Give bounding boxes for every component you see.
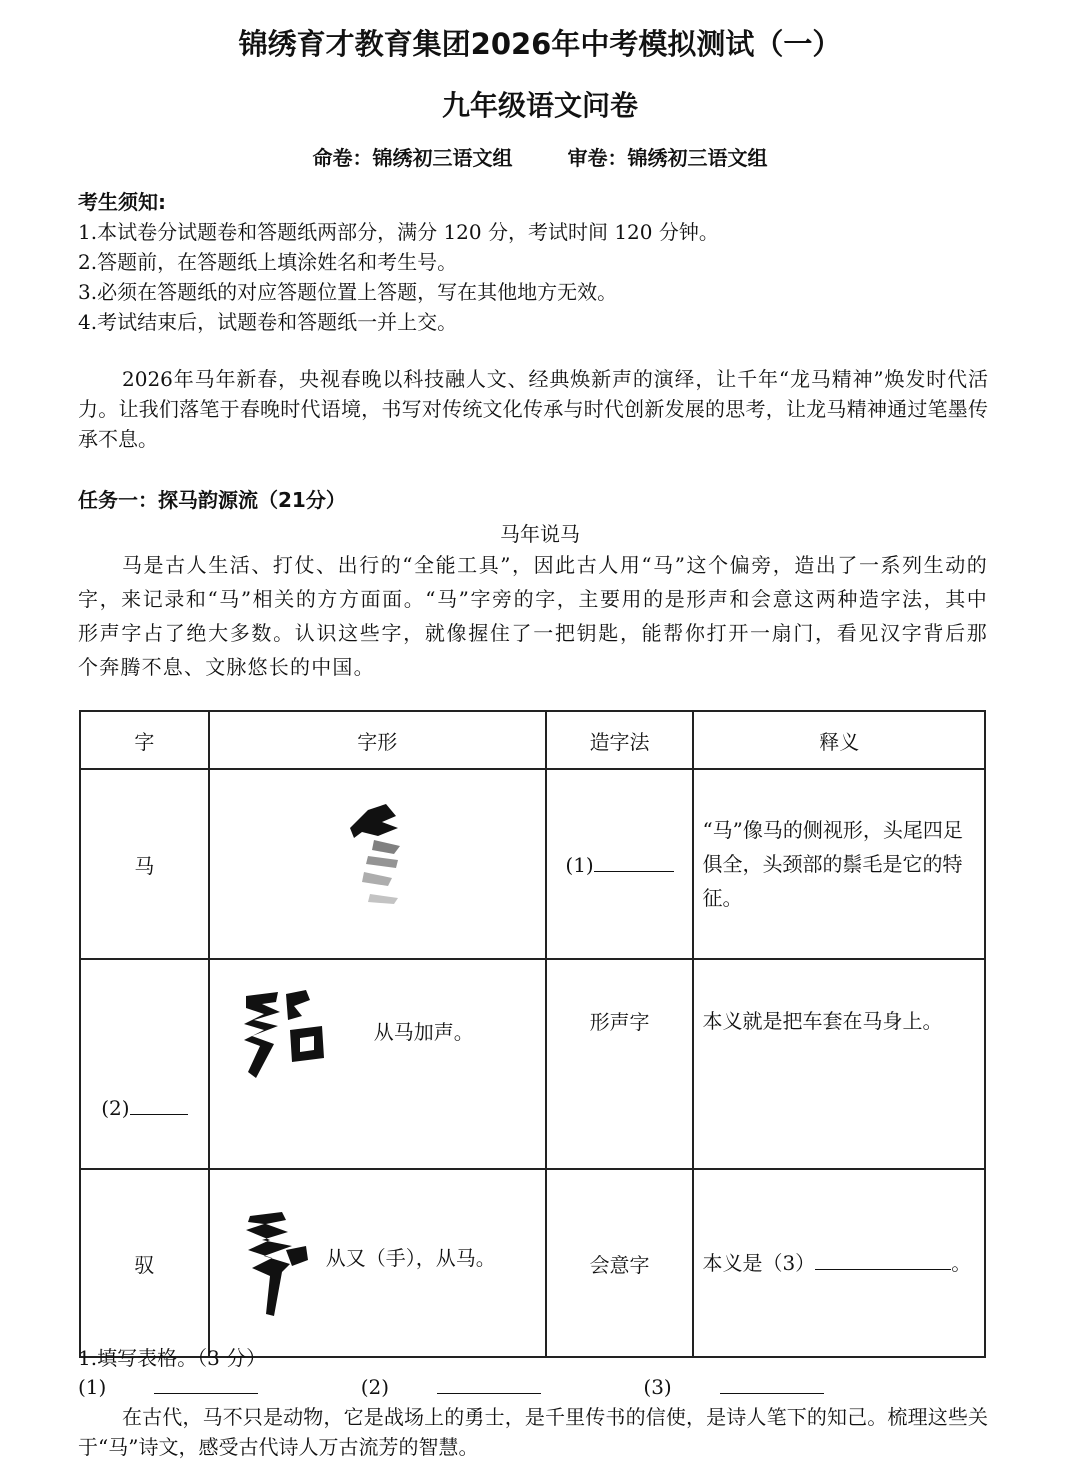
table-row [80,959,985,1169]
answer-input-1[interactable] [154,1373,258,1394]
table-row [80,769,985,959]
meaning-prefix: 本义是（3） [702,1251,816,1275]
question1-label: 1.填写表格。（3 分） [78,1346,267,1370]
header-cell: 造字法 [546,711,694,769]
answer-slot-3 [643,1375,871,1399]
meaning-cell [693,1169,985,1357]
slot-label: (1) [78,1375,107,1399]
slot-label: (2) [360,1375,390,1399]
header-cell: 字形 [209,711,546,769]
meaning-cell: 本义就是把车套在马身上。 [693,959,985,1169]
notice-list [78,217,719,337]
notice-title: 考生须知: [78,190,166,214]
notice-item: 3.必须在答题纸的对应答题位置上答题，写在其他地方无效。 [78,280,618,304]
char-cell [80,959,209,1169]
article-title: 马年说马 [500,522,580,546]
reviewer-label: 审卷：锦绣初三语文组 [567,146,768,170]
character-table [79,710,986,1358]
answer-slot-2 [361,1375,589,1399]
composer-label: 命卷：锦绣初三语文组 [312,146,513,170]
task1-title: 任务一：探马韵源流（21分） [78,488,346,512]
question1-answer-line [78,1373,920,1399]
method-cell: 形声字 [546,959,694,1169]
table-row [80,1169,985,1357]
ancient-ma-glyph-image [338,798,418,918]
answer-input-3[interactable] [720,1373,824,1394]
method-cell: 会意字 [546,1169,694,1357]
ancient-yu-glyph-image [242,1206,312,1326]
header-cell: 释义 [693,711,985,769]
glyph-note: 从马加声。 [373,1020,474,1044]
answer-slot-1 [78,1375,306,1399]
slot-label: (3) [643,1375,672,1399]
method-cell [546,769,694,959]
meaning-suffix: 。 [951,1251,972,1275]
blank-label: (1) [565,853,594,877]
answer-blank-1[interactable] [594,851,674,872]
table-header-row [80,711,985,769]
answer-blank-2[interactable] [130,1094,188,1115]
notice-item: 4.考试结束后，试题卷和答题纸一并上交。 [78,310,458,334]
exam-subtitle: 九年级语文问卷 [441,89,638,122]
outro-paragraph: 在古代，马不只是动物，它是战场上的勇士，是千里传书的信使，是诗人笔下的知己。梳理这些关于“马”诗文，感受古代诗人万古流芳的智慧。 [78,1405,988,1459]
article-paragraph: 马是古人生活、打仗、出行的“全能工具”，因此古人用“马”这个偏旁，造出了一系列生动的字，来记录和“马”相关的方方面面。“马”字旁的字，主要用的是形声和会意这两种造字法，其中形声字占了绝大多数。认识这些字，就像握住了一把钥匙，能帮你打开一扇门，看见汉字背后那个奔腾不息、文脉悠长的中国。 [78,553,988,679]
glyph-cell [209,769,546,959]
char-cell: 马 [80,769,209,959]
blank-label: (2) [101,1096,130,1120]
answer-blank-3[interactable] [815,1249,951,1270]
notice-item: 2.答题前，在答题纸上填涂姓名和考生号。 [78,250,458,274]
header-cell: 字 [80,711,209,769]
exam-authors [0,142,1080,171]
exam-title: 锦绣育才教育集团2026年中考模拟测试（一） [238,27,842,61]
seal-script-glyph-image [240,986,330,1086]
notice-item: 1.本试卷分试题卷和答题纸两部分，满分 120 分，考试时间 120 分钟。 [78,220,719,244]
answer-input-2[interactable] [437,1373,541,1394]
intro-paragraph: 2026年马年新春，央视春晚以科技融人文、经典焕新声的演绎，让千年“龙马精神”焕发时代活力。让我们落笔于春晚时代语境，书写对传统文化传承与时代创新发展的思考，让龙马精神通过笔墨传承不息。 [78,367,988,451]
glyph-cell [209,959,546,1169]
glyph-note: 从又（手），从马。 [325,1246,496,1270]
char-cell: 驭 [80,1169,209,1357]
glyph-cell [209,1169,546,1357]
meaning-cell: “马”像马的侧视形，头尾四足俱全，头颈部的鬃毛是它的特征。 [693,769,985,959]
